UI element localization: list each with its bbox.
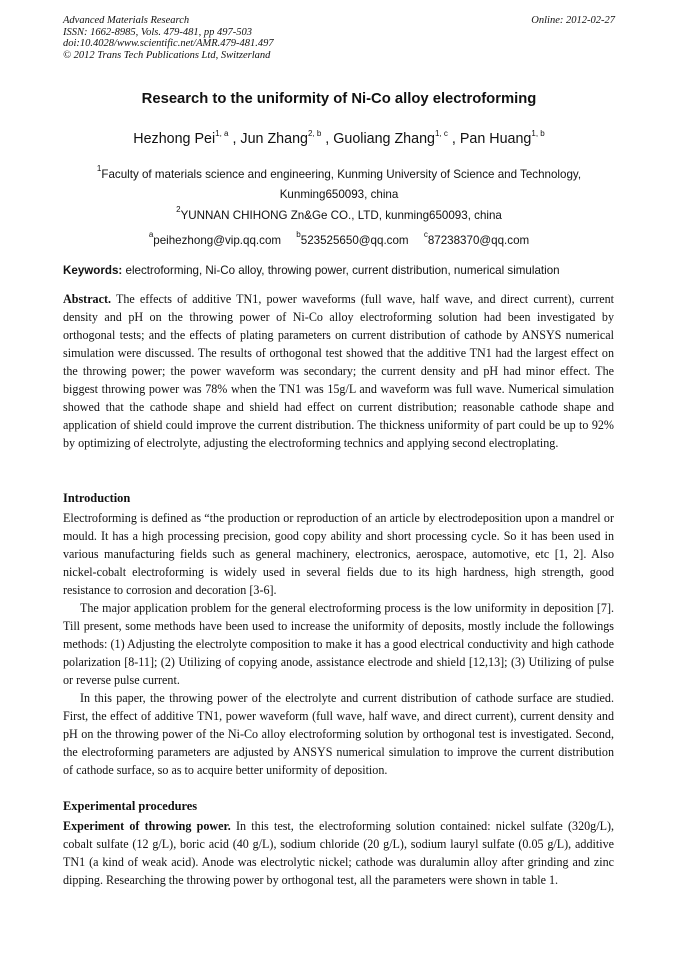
author-sup: 1, b xyxy=(531,129,545,138)
issn-line: ISSN: 1662-8985, Vols. 479-481, pp 497-503 xyxy=(63,26,252,38)
paper-title: Research to the uniformity of Ni-Co alloy electroforming xyxy=(141,91,537,107)
email-sup: c xyxy=(423,230,428,239)
paragraph: In this paper, the throwing power of the electrolyte and current distribution of cathode surface are studied. First, the effect of additive TN1, power waveform (full wave, half wave, and direct current), current density and pH on the throwing power of the Ni-Co alloy electroforming solution by orthogonal test is investigated. Second, the electroforming parameters are adjusted by ANSYS numerical simulation to improve the current distribution of cathode surface, so as to acquire better uniformity of deposition. xyxy=(63,691,614,777)
email-sup: a xyxy=(148,230,154,239)
affiliation-sup: 2 xyxy=(176,205,181,214)
author-sup: 1, a xyxy=(215,129,229,138)
email-address: peihezhong@vip.qq.com xyxy=(153,234,282,247)
affiliation-2 xyxy=(60,206,618,226)
abstract-label: Abstract. xyxy=(63,292,112,306)
subsection-label: Experiment of throwing power. xyxy=(63,819,231,833)
author-list: Hezhong Pei$^{1, a}$ , Jun Zhang$^{2, b}$ , Guoliang Zhang$^{1, c}$ , Pan Huang$^{1, b}$ xyxy=(133,129,545,147)
introduction-body xyxy=(63,509,614,779)
email-address: 523525650@qq.com xyxy=(300,234,409,247)
experimental-body xyxy=(63,817,614,889)
author-sup: 2, b xyxy=(307,129,322,138)
affiliation-text: YUNNAN CHIHONG Zn&Ge CO., LTD, kunming650093, china xyxy=(180,209,502,222)
abstract xyxy=(63,290,614,452)
abstract-text: The effects of additive TN1, power waveforms (full wave, half wave, and direct current), current density and pH on the throwing power of Ni-Co alloy electroforming solution had been investigated by orthogonal tests; and the effects of plating parameters on current distribution of cathode by ANSYS numerical simulation were discussed. The results of orthogonal test showed that the additive TN1 had the largest effect on the throwing power; the power waveform was secondary; the current density and pH had minor effect. The biggest throwing power was 78% when the TN1 was 15g/L and waveform was full wave. Numerical simulation showed that the cathode shape and shield had effect on current distribution; reasonable cathode shape and application of shield could improve the current distribution. The thickness uniformity of part could be up to 92% by optimizing of electrolyte, adjusting the electroforming technics and applying second electroplating. xyxy=(63,292,615,450)
paragraph: In this test, the electroforming solution contained: nickel sulfate (320g/L), cobalt sulfate (12 g/L), boric acid (40 g/L), sodium chloride (20 g/L), sodium lauryl sulfate (0.05 g/L), additive TN1 (a kind of weak acid). Anode was electrolytic nickel; cathode was duralumin alloy after grinding and zinc dipping. Researching the throwing power by orthogonal test, all the parameters were shown in table 1. xyxy=(63,819,615,887)
keywords-label: Keywords: xyxy=(63,264,123,277)
affiliation-1 xyxy=(60,165,618,205)
email-sup: b xyxy=(296,230,301,239)
email-address: 87238370@qq.com xyxy=(427,234,530,247)
affiliation-text: Kunming650093, china xyxy=(279,188,399,201)
introduction-heading: Introduction xyxy=(63,491,131,505)
author-sup: 1, c xyxy=(435,129,448,138)
author-name: Guoliang Zhang xyxy=(333,131,435,147)
journal-header xyxy=(63,15,274,61)
paragraph: The major application problem for the general electroforming process is the low uniformity in deposition [7]. Till present, some methods have been used to increase the uniformity of deposits, mostly include the followings methods: (1) Adjusting the electrolyte composition to make it has a good electrical conductivity and high cathode polarization [8-11]; (2) Utilizing of copying anode, assistance electrode and shield [12,13]; (3) Utilizing of pulse or reverse pulse current. xyxy=(63,601,614,687)
online-date: Online: 2012-02-27 xyxy=(531,15,615,26)
author-name: Jun Zhang xyxy=(240,131,308,147)
doi-line: doi:10.4028/www.scientific.net/AMR.479-481.497 xyxy=(63,38,274,49)
keywords xyxy=(63,264,623,277)
copyright-line: © 2012 Trans Tech Publications Ltd, Switzerland xyxy=(63,49,271,61)
author-name: Hezhong Pei xyxy=(133,131,216,147)
journal-name: Advanced Materials Research xyxy=(63,15,190,26)
author-name: Pan Huang xyxy=(459,131,532,147)
email-list xyxy=(0,230,678,247)
keywords-text: electroforming, Ni-Co alloy, throwing power, current distribution, numerical simulation xyxy=(125,264,560,277)
affiliation-sup: 1 xyxy=(96,164,102,173)
paragraph: Electroforming is defined as “the production or reproduction of an article by electrodeposition upon a mandrel or mould. It has a high processing precision, good copy ability and short processing cycle. So it has been used in various manufacturing fields such as general machinery, electronics, aerospace, automotive, etc [1, 2]. Also nickel-cobalt electroforming is widely used in several fields due to its high hardness, high strength, good resistance to corrosion and decoration [3-6]. xyxy=(63,511,614,597)
experimental-heading: Experimental procedures xyxy=(63,799,198,813)
affiliation-text: Faculty of materials science and engineering, Kunming University of Science and Technology, xyxy=(101,168,582,181)
